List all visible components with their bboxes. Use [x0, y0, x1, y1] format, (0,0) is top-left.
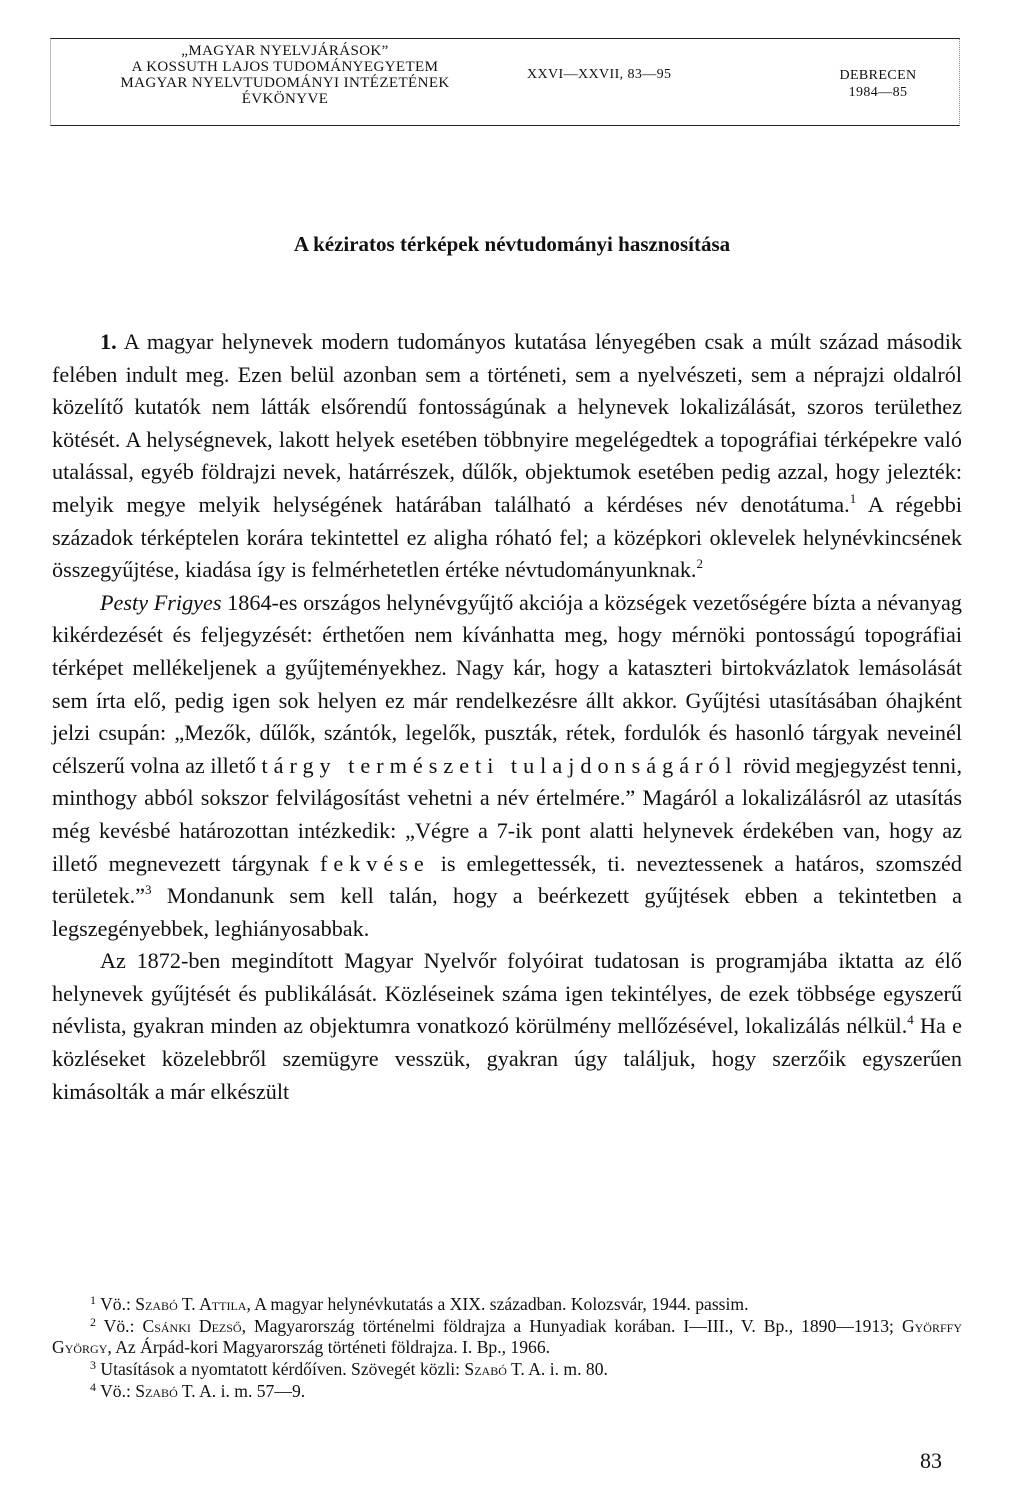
footnote-ref[interactable]: 1 [849, 490, 857, 506]
footnote-text: Vö.: [96, 1294, 136, 1314]
paragraph-2 [52, 587, 962, 946]
author-name: Szabó [135, 1380, 178, 1401]
section-number: 1. [100, 329, 117, 354]
footnote-text: , Magyarország történelmi földrajza a Hunyadiak korában. I—III., V. Bp., 1890—1913; [241, 1315, 902, 1336]
journal-title-block [75, 43, 495, 107]
text-run: A magyar helynevek modern tudományos kutatása lényegében csak a múlt század második felében indult meg. Ezen belül azonban sem a történeti, sem a nyelvészeti, sem a néprajzi oldalról közelítő kutatók nem látták elsőrendű fontosságúnak a helynevek lokalizálását, szoros területhez kötését. A helységnevek, lakott helyek esetében többnyire megelégedtek a topográfiai térképekre való utalással, egyéb földrajzi nevek, határrészek, dűlők, objektumok esetében pedig azzal, hogy jelezték: melyik megye melyik helységének határában található a kérdéses név denotátuma. [52, 329, 962, 517]
footnote-text: , Az Árpád-kori Magyarország történeti földrajza. I. Bp., 1966. [107, 1337, 551, 1358]
footnote-text: Vö.: [96, 1315, 143, 1336]
footnote-number: 1 [90, 1293, 96, 1307]
footnote-2 [52, 1316, 962, 1359]
text-run: 1864-es országos helynévgyűjtő akciója a községek vezetőségére bízta a névanyag kikérdezését és feljegyzését: érthetően nem kívánhatta meg, hogy mérnöki pontosságú topográfiai térképet mellékeljenek a gyűjteményekhez. Nagy kár, hogy a kataszteri birtokvázlatok lemásolását sem írta elő, pedig igen sok helyen ez már rendelkezésre állt akkor. Gyűjtési utasításában óhajként jelzi csupán: „Mezők, dűlők, szántók, legelők, puszták, rétek, fordulók és hasonló tárgyak neveinél célszerű volna az illető [52, 589, 962, 778]
person-name: Pesty Frigyes [100, 589, 222, 615]
volume-pages: XXVI—XXVII, 83—95 [527, 67, 672, 82]
footnote-text: T. A. i. m. 80. [506, 1359, 608, 1380]
text-run: rövid megjegyzést tenni, minthogy abból sokszor felvilágosítást vehetni a név értelmére.” Magáról a lokalizálásról az utasítás még kevésbé határozottan intézkedik: „Végre a 7-ik pont alatti helynevek érdekében van, hogy az illető megnevezett tárgynak [52, 752, 963, 876]
footnote-number: 2 [90, 1314, 96, 1329]
author-name: Szabó [464, 1359, 507, 1380]
text-run: Mondanunk sem kell talán, hogy a beérkezett gyűjtések ebben a tekintetben a legszegényebbek, leghiányosabbak. [52, 883, 962, 941]
footnote-number: 4 [90, 1379, 96, 1394]
paragraph-1 [52, 326, 962, 587]
footnote-4 [52, 1381, 962, 1403]
footnote-1 [52, 1294, 962, 1316]
footnote-text: T. A. i. m. 57—9. [177, 1380, 306, 1401]
author-name: Csánki Dezső [142, 1315, 242, 1336]
footnote-3 [52, 1359, 962, 1381]
footnotes [52, 1294, 962, 1403]
page-number: 83 [920, 1448, 942, 1473]
article-title: A kéziratos térképek névtudományi hasznosítása [293, 232, 731, 256]
spaced-emphasis: fekvése [319, 850, 430, 876]
footnote-text: Vö.: [96, 1380, 136, 1401]
text-run: Ha e közléseket közelebbről szemügyre vesszük, gyakran úgy találjuk, hogy szerzőik egyszerűen kimásolták a már elkészült [52, 1013, 962, 1104]
journal-header [50, 38, 960, 126]
journal-line: „MAGYAR NYELVJÁRÁSOK” [181, 43, 389, 59]
footnote-text: Utasítások a nyomtatott kérdőíven. Szövegét közli: [96, 1359, 465, 1380]
journal-line: MAGYAR NYELVTUDOMÁNYI INTÉZETÉNEK [120, 75, 450, 91]
journal-line: A KOSSUTH LAJOS TUDOMÁNYEGYETEM [131, 59, 439, 75]
place-year [803, 67, 953, 101]
text-run: is emlegettessék, ti. neveztessenek a határos, szomszéd területek.” [52, 850, 962, 909]
footnote-ref[interactable]: 3 [145, 882, 152, 898]
footnote-text: , A magyar helynévkutatás a XIX. században. Kolozsvár, 1944. passim. [246, 1294, 749, 1314]
article-body [52, 326, 962, 1108]
footnote-ref[interactable]: 4 [907, 1012, 914, 1028]
footnote-ref[interactable]: 2 [696, 556, 703, 572]
city: DEBRECEN [839, 68, 917, 83]
footnote-number: 3 [90, 1358, 96, 1373]
spaced-emphasis: tárgy természeti tulajdonságáról [261, 752, 738, 778]
paragraph-3 [52, 945, 962, 1108]
journal-line: ÉVKÖNYVE [241, 91, 329, 107]
text-run: Az 1872-ben megindított Magyar Nyelvőr folyóirat tudatosan is programjába iktatta az élő helynevek gyűjtését és publikálását. Közléseinek száma igen tekintélyes, de ezek többsége egyszerű névlista, gyakran minden az objektumra vonatkozó körülmény mellőzésével, lokalizálás nélkül. [52, 948, 962, 1039]
author-name: Györffy György [52, 1315, 962, 1358]
years: 1984—85 [848, 85, 908, 100]
text-run: A régebbi századok térképtelen korára tekintettel ez aligha róható fel; a középkori oklevelek helynévkincsének összegyűjtése, kiadása így is felmérhetetlen értéke névtudományunknak. [52, 491, 963, 583]
author-name: Szabó T. Attila [135, 1294, 247, 1314]
